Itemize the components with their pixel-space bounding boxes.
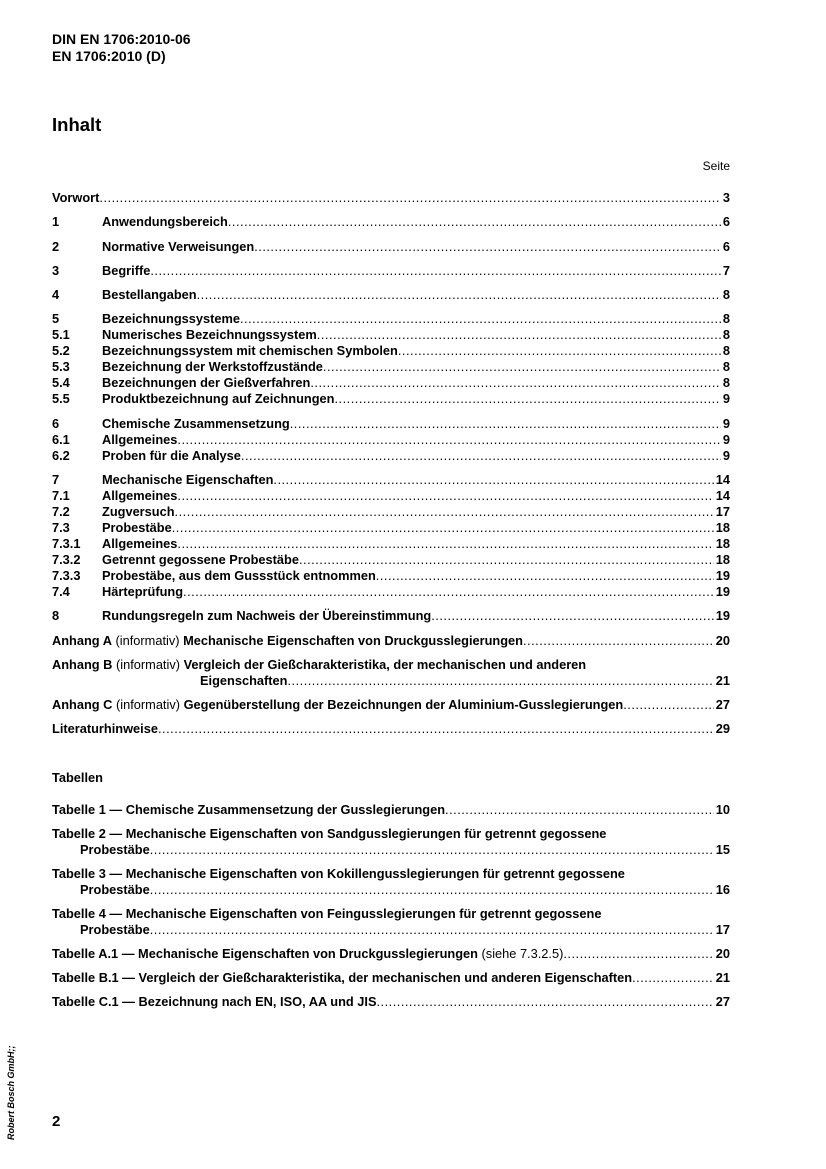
entry-title: Zugversuch — [102, 504, 175, 519]
toc-entry — [52, 520, 730, 536]
entry-page: 18 — [715, 552, 730, 567]
table-entry-continued — [52, 842, 730, 858]
entry-line — [102, 608, 730, 624]
entry-page: 17 — [715, 922, 730, 937]
dot-leader — [150, 842, 714, 858]
annex-type: (informativ) — [116, 657, 180, 672]
toc-entry — [52, 472, 730, 488]
entry-line — [102, 432, 730, 448]
dot-leader — [254, 239, 721, 255]
entry-line — [52, 802, 730, 818]
toc-entry — [52, 239, 730, 255]
dot-leader — [523, 633, 714, 649]
entry-page: 6 — [722, 214, 730, 229]
dot-leader — [228, 214, 721, 230]
entry-page: 9 — [722, 416, 730, 431]
entry-number: 5.5 — [52, 391, 70, 406]
annex-label: Anhang A — [52, 633, 112, 648]
entry-title: Numerisches Bezeichnungssystem — [102, 327, 317, 342]
entry-line — [102, 448, 730, 464]
entry-title: Bestellangaben — [102, 287, 197, 302]
entry-title: Normative Verweisungen — [102, 239, 255, 254]
dot-leader — [158, 721, 714, 737]
entry-number: 5.1 — [52, 327, 70, 342]
entry-title: Rundungsregeln zum Nachweis der Übereinstimmung — [102, 608, 432, 623]
entry-title: Bezeichnungssystem mit chemischen Symbolen — [102, 343, 398, 358]
toc-entry — [52, 214, 730, 230]
entry-title: Probestäbe, aus dem Gussstück entnommen — [102, 568, 376, 583]
entry-page: 21 — [715, 970, 730, 985]
entry-page: 15 — [715, 842, 730, 857]
table-entry — [52, 802, 730, 818]
entry-number: 5.2 — [52, 343, 70, 358]
entry-line — [52, 946, 730, 962]
tables-heading: Tabellen — [52, 770, 103, 785]
toc-entry — [52, 190, 730, 206]
entry-page: 9 — [722, 391, 730, 406]
standard-edition: EN 1706:2010 (D) — [52, 48, 166, 64]
entry-title: Allgemeines — [102, 536, 178, 551]
annex-entry — [52, 633, 730, 649]
entry-title-continued: Probestäbe — [80, 882, 150, 897]
entry-line — [52, 906, 730, 922]
dot-leader — [445, 802, 714, 818]
entry-number: 5.3 — [52, 359, 70, 374]
entry-line — [52, 657, 730, 673]
toc-entry — [52, 504, 730, 520]
entry-page: 18 — [715, 520, 730, 535]
entry-page: 17 — [715, 504, 730, 519]
page-title: Inhalt — [52, 114, 102, 135]
entry-page: 8 — [722, 327, 730, 342]
annex-title-continued: Eigenschaften — [200, 673, 288, 688]
entry-line — [102, 504, 730, 520]
entry-line — [52, 697, 730, 713]
page-column-label: Seite — [702, 159, 730, 173]
entry-line — [102, 359, 730, 375]
toc-entry — [52, 343, 730, 359]
entry-page: 19 — [715, 608, 730, 623]
entry-title: Tabelle A.1 — Mechanische Eigenschaften von Druckgusslegierungen — [52, 946, 478, 961]
entry-page: 29 — [715, 721, 730, 736]
entry-line — [102, 375, 730, 391]
entry-line — [102, 536, 730, 552]
entry-title-continued: Probestäbe — [80, 922, 150, 937]
dot-leader — [317, 327, 721, 343]
annex-title: Gegenüberstellung der Bezeichnungen der Aluminium-Gusslegierungen — [183, 697, 624, 712]
entry-page: 7 — [722, 263, 730, 278]
entry-page: 8 — [722, 375, 730, 390]
annex-title: Vergleich der Gießcharakteristika, der mechanischen und anderen — [183, 657, 587, 672]
entry-title: Tabelle 1 — Chemische Zusammensetzung der Gusslegierungen — [52, 802, 446, 817]
document-header — [52, 31, 191, 65]
entry-title: Tabelle 4 — Mechanische Eigenschaften von Feingusslegierungen für getrennt gegossene — [52, 906, 602, 921]
dot-leader — [172, 520, 714, 536]
entry-number: 1 — [52, 214, 60, 229]
entry-page: 20 — [715, 633, 730, 648]
dot-leader — [632, 970, 714, 986]
entry-page: 14 — [715, 472, 730, 487]
entry-line — [102, 552, 730, 568]
toc-entry — [52, 416, 730, 432]
entry-line — [102, 391, 730, 407]
dot-leader — [431, 608, 714, 624]
entry-line — [52, 826, 730, 842]
entry-title: Literaturhinweise — [52, 721, 158, 736]
entry-title: Bezeichnung der Werkstoffzustände — [102, 359, 323, 374]
annex-label: Anhang B — [52, 657, 113, 672]
entry-title: Tabelle B.1 — Vergleich der Gießcharakteristika, der mechanischen und anderen Eigenschaften — [52, 970, 633, 985]
annex-title: Mechanische Eigenschaften von Druckgusslegierungen — [183, 633, 523, 648]
entry-number: 6.2 — [52, 448, 70, 463]
entry-number: 8 — [52, 608, 60, 623]
dot-leader — [177, 536, 713, 552]
entry-line — [80, 922, 730, 938]
entry-number: 7.3.2 — [52, 552, 81, 567]
dot-leader — [240, 311, 721, 327]
table-entry-continued — [52, 922, 730, 938]
dot-leader — [177, 488, 713, 504]
entry-title: Probestäbe — [102, 520, 172, 535]
toc-entry — [52, 311, 730, 327]
annex-label: Anhang C — [52, 697, 113, 712]
toc-entry — [52, 488, 730, 504]
entry-line — [102, 239, 730, 255]
entry-title: Bezeichnungssysteme — [102, 311, 240, 326]
entry-title: Tabelle 3 — Mechanische Eigenschaften von Kokillengusslegierungen für getrennt gegossene — [52, 866, 625, 881]
entry-page: 18 — [715, 536, 730, 551]
entry-line — [102, 488, 730, 504]
dot-leader — [623, 697, 714, 713]
entry-title: Mechanische Eigenschaften — [102, 472, 274, 487]
entry-line — [52, 994, 730, 1010]
table-entry — [52, 970, 730, 986]
side-watermark: Robert Bosch GmbH;; — [6, 1045, 16, 1140]
entry-page: 19 — [715, 584, 730, 599]
dot-leader — [175, 504, 714, 520]
entry-title: Chemische Zusammensetzung — [102, 416, 290, 431]
entry-number: 7.2 — [52, 504, 70, 519]
entry-page: 10 — [715, 802, 730, 817]
dot-leader — [334, 391, 720, 407]
entry-page: 6 — [722, 239, 730, 254]
entry-title: Bezeichnungen der Gießverfahren — [102, 375, 311, 390]
toc-entry — [52, 287, 730, 303]
page-number: 2 — [52, 1113, 61, 1130]
entry-title: Proben für die Analyse — [102, 448, 241, 463]
dot-leader — [287, 673, 713, 689]
toc-entry — [52, 263, 730, 279]
entry-page: 8 — [722, 359, 730, 374]
annex-entry — [52, 697, 730, 713]
entry-page: 14 — [715, 488, 730, 503]
entry-title: Vorwort — [52, 190, 100, 205]
dot-leader — [197, 287, 721, 303]
dot-leader — [398, 343, 721, 359]
entry-line — [102, 584, 730, 600]
toc-entry — [52, 568, 730, 584]
dot-leader — [376, 994, 713, 1010]
entry-line — [102, 520, 730, 536]
table-entry — [52, 994, 730, 1010]
entry-page: 16 — [715, 882, 730, 897]
entry-title: Tabelle C.1 — Bezeichnung nach EN, ISO, AA und JIS — [52, 994, 377, 1009]
table-entry — [52, 906, 730, 922]
entry-line — [102, 472, 730, 488]
toc-entry — [52, 327, 730, 343]
entry-number: 5.4 — [52, 375, 70, 390]
toc-entry — [52, 536, 730, 552]
dot-leader — [177, 432, 720, 448]
entry-line — [200, 673, 730, 689]
entry-line — [80, 882, 730, 898]
dot-leader — [150, 263, 721, 279]
entry-line — [102, 287, 730, 303]
dot-leader — [273, 472, 713, 488]
entry-number: 5 — [52, 311, 60, 326]
entry-line — [52, 866, 730, 882]
dot-leader — [310, 375, 721, 391]
entry-line — [102, 263, 730, 279]
toc-entry — [52, 552, 730, 568]
entry-title: Produktbezeichnung auf Zeichnungen — [102, 391, 335, 406]
entry-line — [102, 416, 730, 432]
entry-title: Allgemeines — [102, 488, 178, 503]
entry-number: 2 — [52, 239, 60, 254]
entry-title: Getrennt gegossene Probestäbe — [102, 552, 299, 567]
entry-number: 7.1 — [52, 488, 70, 503]
entry-number: 7.3.1 — [52, 536, 81, 551]
annex-type: (informativ) — [116, 697, 180, 712]
entry-number: 6.1 — [52, 432, 70, 447]
dot-leader — [290, 416, 721, 432]
entry-title: Härteprüfung — [102, 584, 184, 599]
entry-page: 9 — [722, 448, 730, 463]
entry-title: Tabelle 2 — Mechanische Eigenschaften von Sandgusslegierungen für getrennt gegossene — [52, 826, 607, 841]
entry-number: 7.4 — [52, 584, 70, 599]
annex-entry — [52, 657, 730, 673]
entry-line — [52, 721, 730, 737]
dot-leader — [299, 552, 714, 568]
entry-line — [102, 343, 730, 359]
entry-title: Allgemeines — [102, 432, 178, 447]
entry-number: 3 — [52, 263, 60, 278]
entry-page: 20 — [715, 946, 730, 961]
entry-line — [52, 970, 730, 986]
entry-number: 7 — [52, 472, 60, 487]
entry-page: 3 — [722, 190, 730, 205]
entry-line — [102, 311, 730, 327]
annex-entry-continued — [52, 673, 730, 689]
literature-entry — [52, 721, 730, 737]
entry-page: 19 — [715, 568, 730, 583]
entry-title: Anwendungsbereich — [102, 214, 228, 229]
entry-title-continued: Probestäbe — [80, 842, 150, 857]
dot-leader — [376, 568, 714, 584]
toc-entry — [52, 432, 730, 448]
dot-leader — [241, 448, 721, 464]
standard-number: DIN EN 1706:2010-06 — [52, 31, 191, 47]
entry-line — [52, 633, 730, 649]
entry-number: 7.3.3 — [52, 568, 81, 583]
toc-entry — [52, 359, 730, 375]
entry-number: 7.3 — [52, 520, 70, 535]
entry-line — [102, 214, 730, 230]
toc-entry — [52, 391, 730, 407]
entry-number: 6 — [52, 416, 60, 431]
entry-line — [52, 190, 730, 206]
table-entry-continued — [52, 882, 730, 898]
toc-entry — [52, 584, 730, 600]
toc-entry — [52, 375, 730, 391]
toc-entry — [52, 608, 730, 624]
dot-leader — [99, 190, 720, 206]
dot-leader — [323, 359, 721, 375]
dot-leader — [150, 922, 714, 938]
table-entry — [52, 826, 730, 842]
entry-page: 9 — [722, 432, 730, 447]
entry-page: 21 — [715, 673, 730, 688]
entry-line — [102, 568, 730, 584]
entry-number: 4 — [52, 287, 60, 302]
dot-leader — [150, 882, 714, 898]
entry-page: 8 — [722, 311, 730, 326]
dot-leader — [183, 584, 714, 600]
entry-page: 8 — [722, 287, 730, 302]
dot-leader — [563, 946, 713, 962]
table-entry — [52, 866, 730, 882]
annex-type: (informativ) — [115, 633, 180, 648]
toc-entry — [52, 448, 730, 464]
entry-title: Begriffe — [102, 263, 151, 278]
entry-line — [80, 842, 730, 858]
table-entry — [52, 946, 730, 962]
entry-page: 27 — [715, 994, 730, 1009]
entry-note: (siehe 7.3.2.5) — [481, 946, 564, 961]
entry-line — [102, 327, 730, 343]
entry-page: 8 — [722, 343, 730, 358]
entry-page: 27 — [715, 697, 730, 712]
